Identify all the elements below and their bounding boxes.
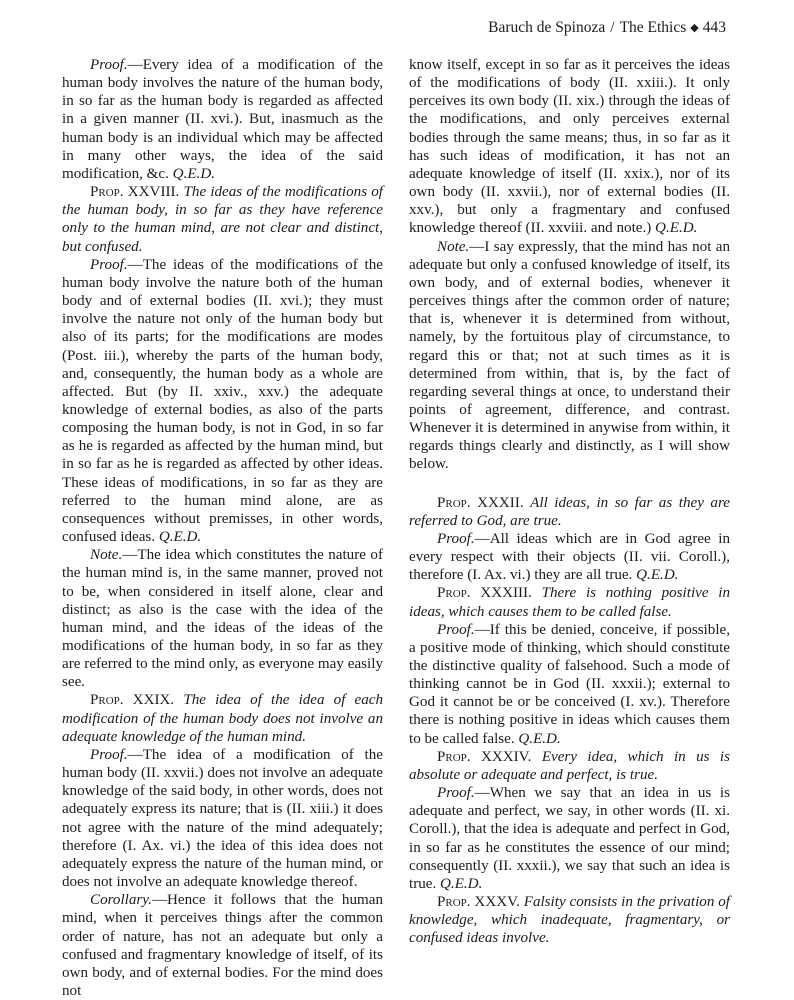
work-title: The Ethics: [619, 19, 687, 36]
paragraph-proof: [409, 621, 730, 748]
paragraph-corollary: [62, 891, 383, 1000]
proposition-statement: There is nothing positive in ideas, which causes them to be called false.: [409, 585, 730, 620]
proposition-statement: Falsity consists in the privation of knowledge, which inadequate, fragmentary, or confused ideas involve.: [409, 894, 730, 947]
proposition-label: Prop. XXXV.: [437, 894, 520, 911]
proposition-statement: Every idea, which in us is absolute or adequate and perfect, is true.: [409, 748, 730, 783]
proposition-label: Prop. XXIX.: [90, 692, 175, 709]
paragraph-text: —The ideas of the modifications of the human body involve the nature both of the human body and of external bodies (II. xvi.); they must involve the nature not only of the human body but also of its parts; for the modifications are modes (Post. iii.), whereby the parts of the human body, and, consequently, the human body as a whole are affected. But (by II. xxiv., xxv.) the adequate knowledge of external bodies, as also of the parts composing the human body, is not in God, in so far as he is regarded as affected by the human mind, but in so far as he is regarded as affected by other ideas. These ideas of modifications, in so far as they are referred to the human mind alone, are as consequences without premisses, in other words, confused ideas.: [62, 256, 383, 546]
section-label: Proof.: [437, 530, 475, 547]
page-number: 443: [702, 19, 726, 36]
section-label: Note.: [437, 238, 470, 255]
paragraph-note: [62, 546, 383, 691]
right-column: [409, 56, 730, 948]
proposition-statement: The ideas of the modifications of the human body, in so far as they have reference only to the human mind, are not clear and distinct, but confused.: [62, 184, 383, 255]
author-name: Baruch de Spinoza: [488, 19, 606, 36]
paragraph-text: —All ideas which are in God agree in every respect with their objects (II. vii. Coroll.), therefore (I. Ax. vi.) they are all true.: [409, 530, 730, 584]
qed-mark: Q.E.D.: [636, 567, 679, 584]
paragraph-note: [409, 238, 730, 474]
proposition-label: Prop. XXXIII.: [437, 585, 532, 602]
qed-mark: Q.E.D.: [655, 220, 698, 237]
paragraph-proof: [409, 530, 730, 584]
proposition-xxxv: [409, 893, 730, 947]
proposition-label: Prop. XXXII.: [437, 494, 524, 511]
proposition-statement: All ideas, in so far as they are referred to God, are true.: [409, 494, 730, 529]
paragraph-text: know itself, except in so far as it perceives the ideas of the modifications of body (II. xxiii.). It only perceives its own body (II. xix.) through the ideas of the modifications, and only perceives external bodies through the same means; thus, in so far as it has such ideas of modification, it has not an adequate knowledge of itself (II. xxix.), nor of its own body (II. xxvii.), nor of external bodies (II. xxv.), but only a fragmentary and confused knowledge thereof (II. xxviii. and note.): [409, 57, 730, 237]
diamond-ornament-icon: ◆: [690, 22, 699, 34]
paragraph-text: —If this be denied, conceive, if possible, a positive mode of thinking, which should constitute the distinctive quality of falsehood. Such a mode of thinking cannot be in God (II. xxxii.); external to God it cannot be or be conceived (I. xv.). Therefore there is nothing positive in ideas which causes them to be called false.: [409, 621, 730, 747]
section-label: Note.: [90, 547, 123, 564]
paragraph-text: —Hence it follows that the human mind, when it perceives things after the common order of nature, has not an adequate but only a confused and fragmentary knowledge of itself, of its own body, and of external bodies. For the mind does not: [62, 892, 383, 999]
section-label: Corollary.: [90, 892, 152, 909]
paragraph-text: —I say expressly, that the mind has not an adequate but only a confused knowledge of itself, its own body, and of external bodies, whenever it perceives things after the common order of nature; that is, whenever it is determined from without, namely, by the fortuitous play of circumstance, to regard this or that; not at such times as it is determined from within, that is, by the fact of regarding several things at once, to understand their points of agreement, difference, and contrast. Whenever it is determined in anywise from within, it regards things clearly and distinctly, as I will show below.: [409, 238, 730, 473]
qed-mark: Q.E.D.: [172, 165, 216, 182]
proposition-statement: The idea of the idea of each modification of the human body does not involve an adequate knowledge of the human mind.: [62, 692, 384, 745]
qed-mark: Q.E.D.: [440, 875, 483, 892]
running-head: [488, 19, 726, 38]
proposition-xxxiii: [409, 584, 730, 620]
section-label: Proof.: [437, 785, 475, 802]
proposition-xxix: [62, 691, 383, 745]
qed-mark: Q.E.D.: [518, 730, 561, 747]
paragraph-text: —Every idea of a modification of the human body involves the nature of the human body, in so far as the human body is regarded as affected in a given manner (II. xvi.). But, inasmuch as the human body is an individual which may be affected in many other ways, the idea of the said modification, &c.: [62, 57, 383, 182]
proposition-xxxii: [409, 494, 730, 530]
section-label: Proof.: [437, 621, 475, 638]
proposition-xxxiv: [409, 748, 730, 784]
proposition-xxviii: [62, 183, 383, 256]
paragraph-proof: [62, 56, 383, 183]
paragraph-text: —The idea which constitutes the nature of the human mind is, in the same manner, proved not to be, when considered in itself alone, clear and distinct; as also is the case with the idea of the human mind, and the ideas of the ideas of the modifications of the human body, in so far as they are referred to the mind only, as everyone may easily see.: [62, 547, 383, 691]
section-label: Proof.: [90, 256, 128, 273]
proposition-label: Prop. XXVIII.: [90, 184, 180, 201]
header-separator: /: [610, 19, 615, 36]
paragraph-text: —The idea of a modification of the human body (II. xxvii.) does not involve an adequate knowledge of the said body, in other words, does not adequately express its nature; that is (II. xiii.) it does not agree with the nature of the mind adequately; therefore (I. Ax. vi.) the idea of this idea does not adequately express the nature of the human mind, or does not involve an adequate knowledge thereof.: [62, 746, 383, 891]
paragraph-proof: [409, 784, 730, 893]
section-label: Proof.: [90, 57, 128, 73]
paragraph-proof: [62, 746, 383, 891]
qed-mark: Q.E.D.: [158, 529, 202, 546]
paragraph-proof: [62, 256, 383, 547]
paragraph-text: —When we say that an idea in us is adequate and perfect, we say, in other words (II. xi. Coroll.), that the idea is adequate and perfect in God, in so far as he constitutes the essence of our mind; consequently (II. xxxii.), we say that such an idea is true.: [409, 785, 730, 892]
left-column: [62, 56, 383, 1000]
proposition-label: Prop. XXXIV.: [437, 748, 532, 765]
section-label: Proof.: [90, 746, 128, 763]
paragraph-continued: [409, 56, 730, 238]
